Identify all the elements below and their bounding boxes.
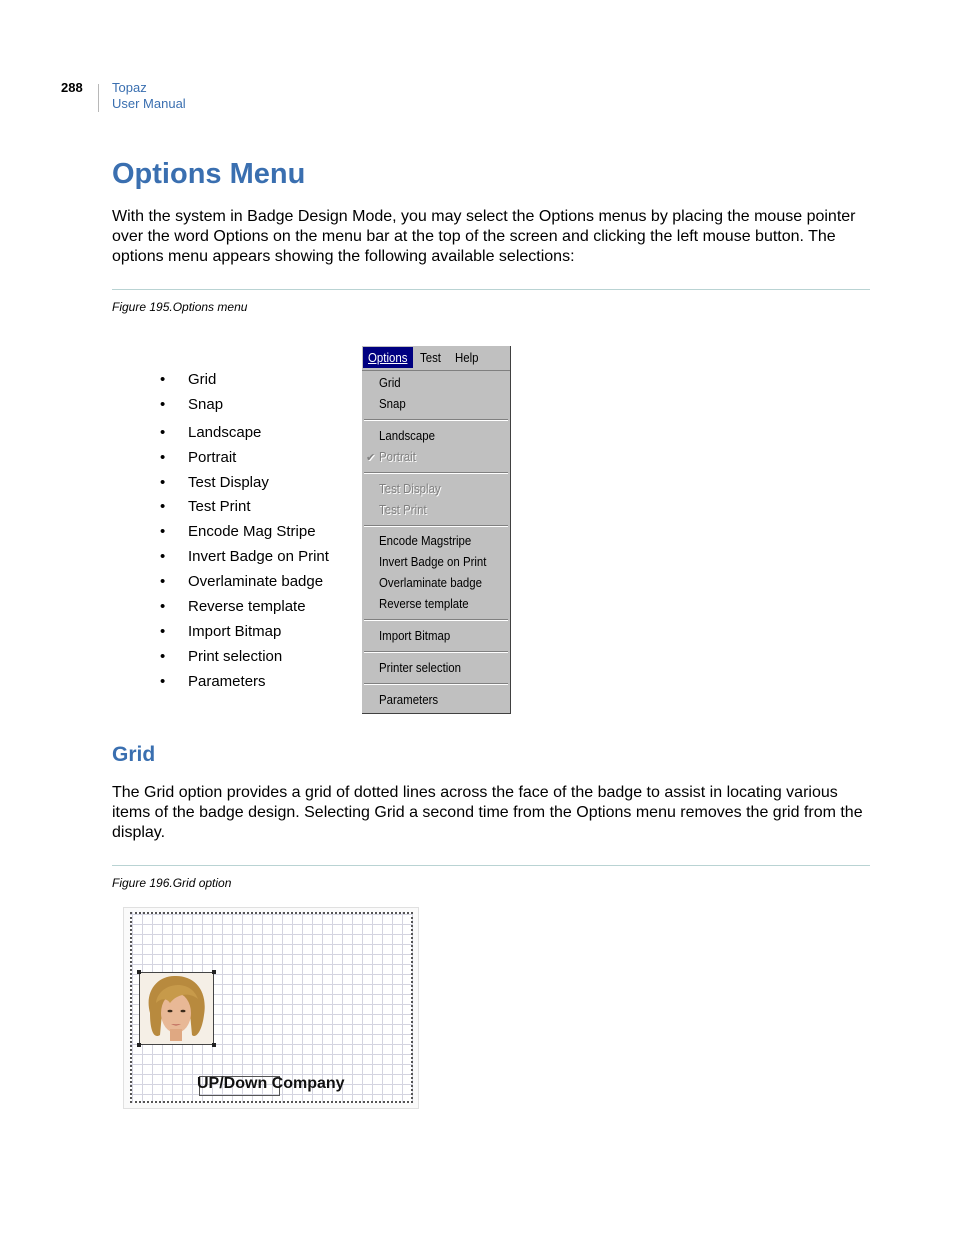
menu-item-test-display: Test Display — [379, 481, 441, 496]
menu-separator — [364, 419, 508, 421]
badge-company-text: UP/Down Company — [197, 1075, 345, 1092]
page-title: Options Menu — [112, 158, 306, 190]
photo-placeholder — [139, 972, 214, 1045]
menu-item-import-bitmap[interactable]: Import Bitmap — [379, 628, 451, 643]
checkmark-icon: ✔ — [366, 452, 376, 464]
menu-item-landscape[interactable]: Landscape — [379, 428, 435, 443]
bullet-icon: • — [160, 424, 166, 441]
menu-item-encode-magstripe[interactable]: Encode Magstripe — [379, 533, 472, 548]
menu-item-portrait: Portrait — [379, 449, 416, 464]
resize-handle[interactable] — [137, 1043, 141, 1047]
menu-item-reverse-template[interactable]: Reverse template — [379, 596, 469, 611]
menubar-help[interactable]: Help — [455, 350, 479, 365]
header-manual-name: User Manual — [112, 96, 186, 111]
menu-separator — [364, 619, 508, 621]
options-menu-screenshot — [362, 346, 511, 714]
menu-item-parameters[interactable]: Parameters — [379, 692, 439, 707]
bullet-icon: • — [160, 474, 166, 491]
bullet-icon: • — [160, 673, 166, 690]
resize-handle[interactable] — [137, 970, 141, 974]
menu-item-printer-selection[interactable]: Printer selection — [379, 660, 462, 675]
header-divider — [98, 84, 99, 112]
menu-item-grid[interactable]: Grid — [379, 375, 401, 390]
menubar-options[interactable]: Options — [363, 347, 413, 368]
bullet-icon: • — [160, 498, 166, 515]
figure-caption: Figure 196.Grid option — [112, 876, 232, 890]
section-heading-grid: Grid — [112, 743, 156, 766]
bullet-icon: • — [160, 396, 166, 413]
bullet-icon: • — [160, 648, 166, 665]
resize-handle[interactable] — [212, 1043, 216, 1047]
intro-paragraph: With the system in Badge Design Mode, you may select the Options menus by placing the mouse pointer over the word Options on the menu bar at the top of the screen and clicking the left mouse button. The options menu appears showing the following available selections: — [112, 208, 856, 265]
bullet-icon: • — [160, 573, 166, 590]
header-product-name: Topaz — [112, 80, 147, 95]
menu-separator — [364, 651, 508, 653]
resize-handle[interactable] — [212, 970, 216, 974]
menu-separator — [364, 525, 508, 527]
menu-separator — [364, 472, 508, 474]
bullet-icon: • — [160, 598, 166, 615]
bullet-icon: • — [160, 623, 166, 640]
figure-divider — [112, 289, 870, 290]
menu-item-snap[interactable]: Snap — [379, 396, 406, 411]
menu-item-invert-badge[interactable]: Invert Badge on Print — [379, 554, 487, 569]
grid-paragraph: The Grid option provides a grid of dotted lines across the face of the badge to assist in locating various items of the badge design. Selecting Grid a second time from the Options menu removes the grid from the display. — [112, 784, 863, 841]
figure-caption: Figure 195.Options menu — [112, 300, 248, 314]
menu-separator — [364, 683, 508, 685]
page-number: 288 — [61, 80, 83, 95]
menubar-test[interactable]: Test — [420, 350, 441, 365]
bullet-icon: • — [160, 371, 166, 388]
portrait-photo-icon — [140, 973, 213, 1044]
menu-item-overlaminate[interactable]: Overlaminate badge — [379, 575, 483, 590]
menu-item-test-print: Test Print — [379, 502, 427, 517]
bullet-icon: • — [160, 523, 166, 540]
bullet-icon: • — [160, 449, 166, 466]
menu-bar — [362, 346, 510, 371]
bullet-icon: • — [160, 548, 166, 565]
badge-grid-figure — [123, 907, 419, 1109]
figure-divider — [112, 865, 870, 866]
